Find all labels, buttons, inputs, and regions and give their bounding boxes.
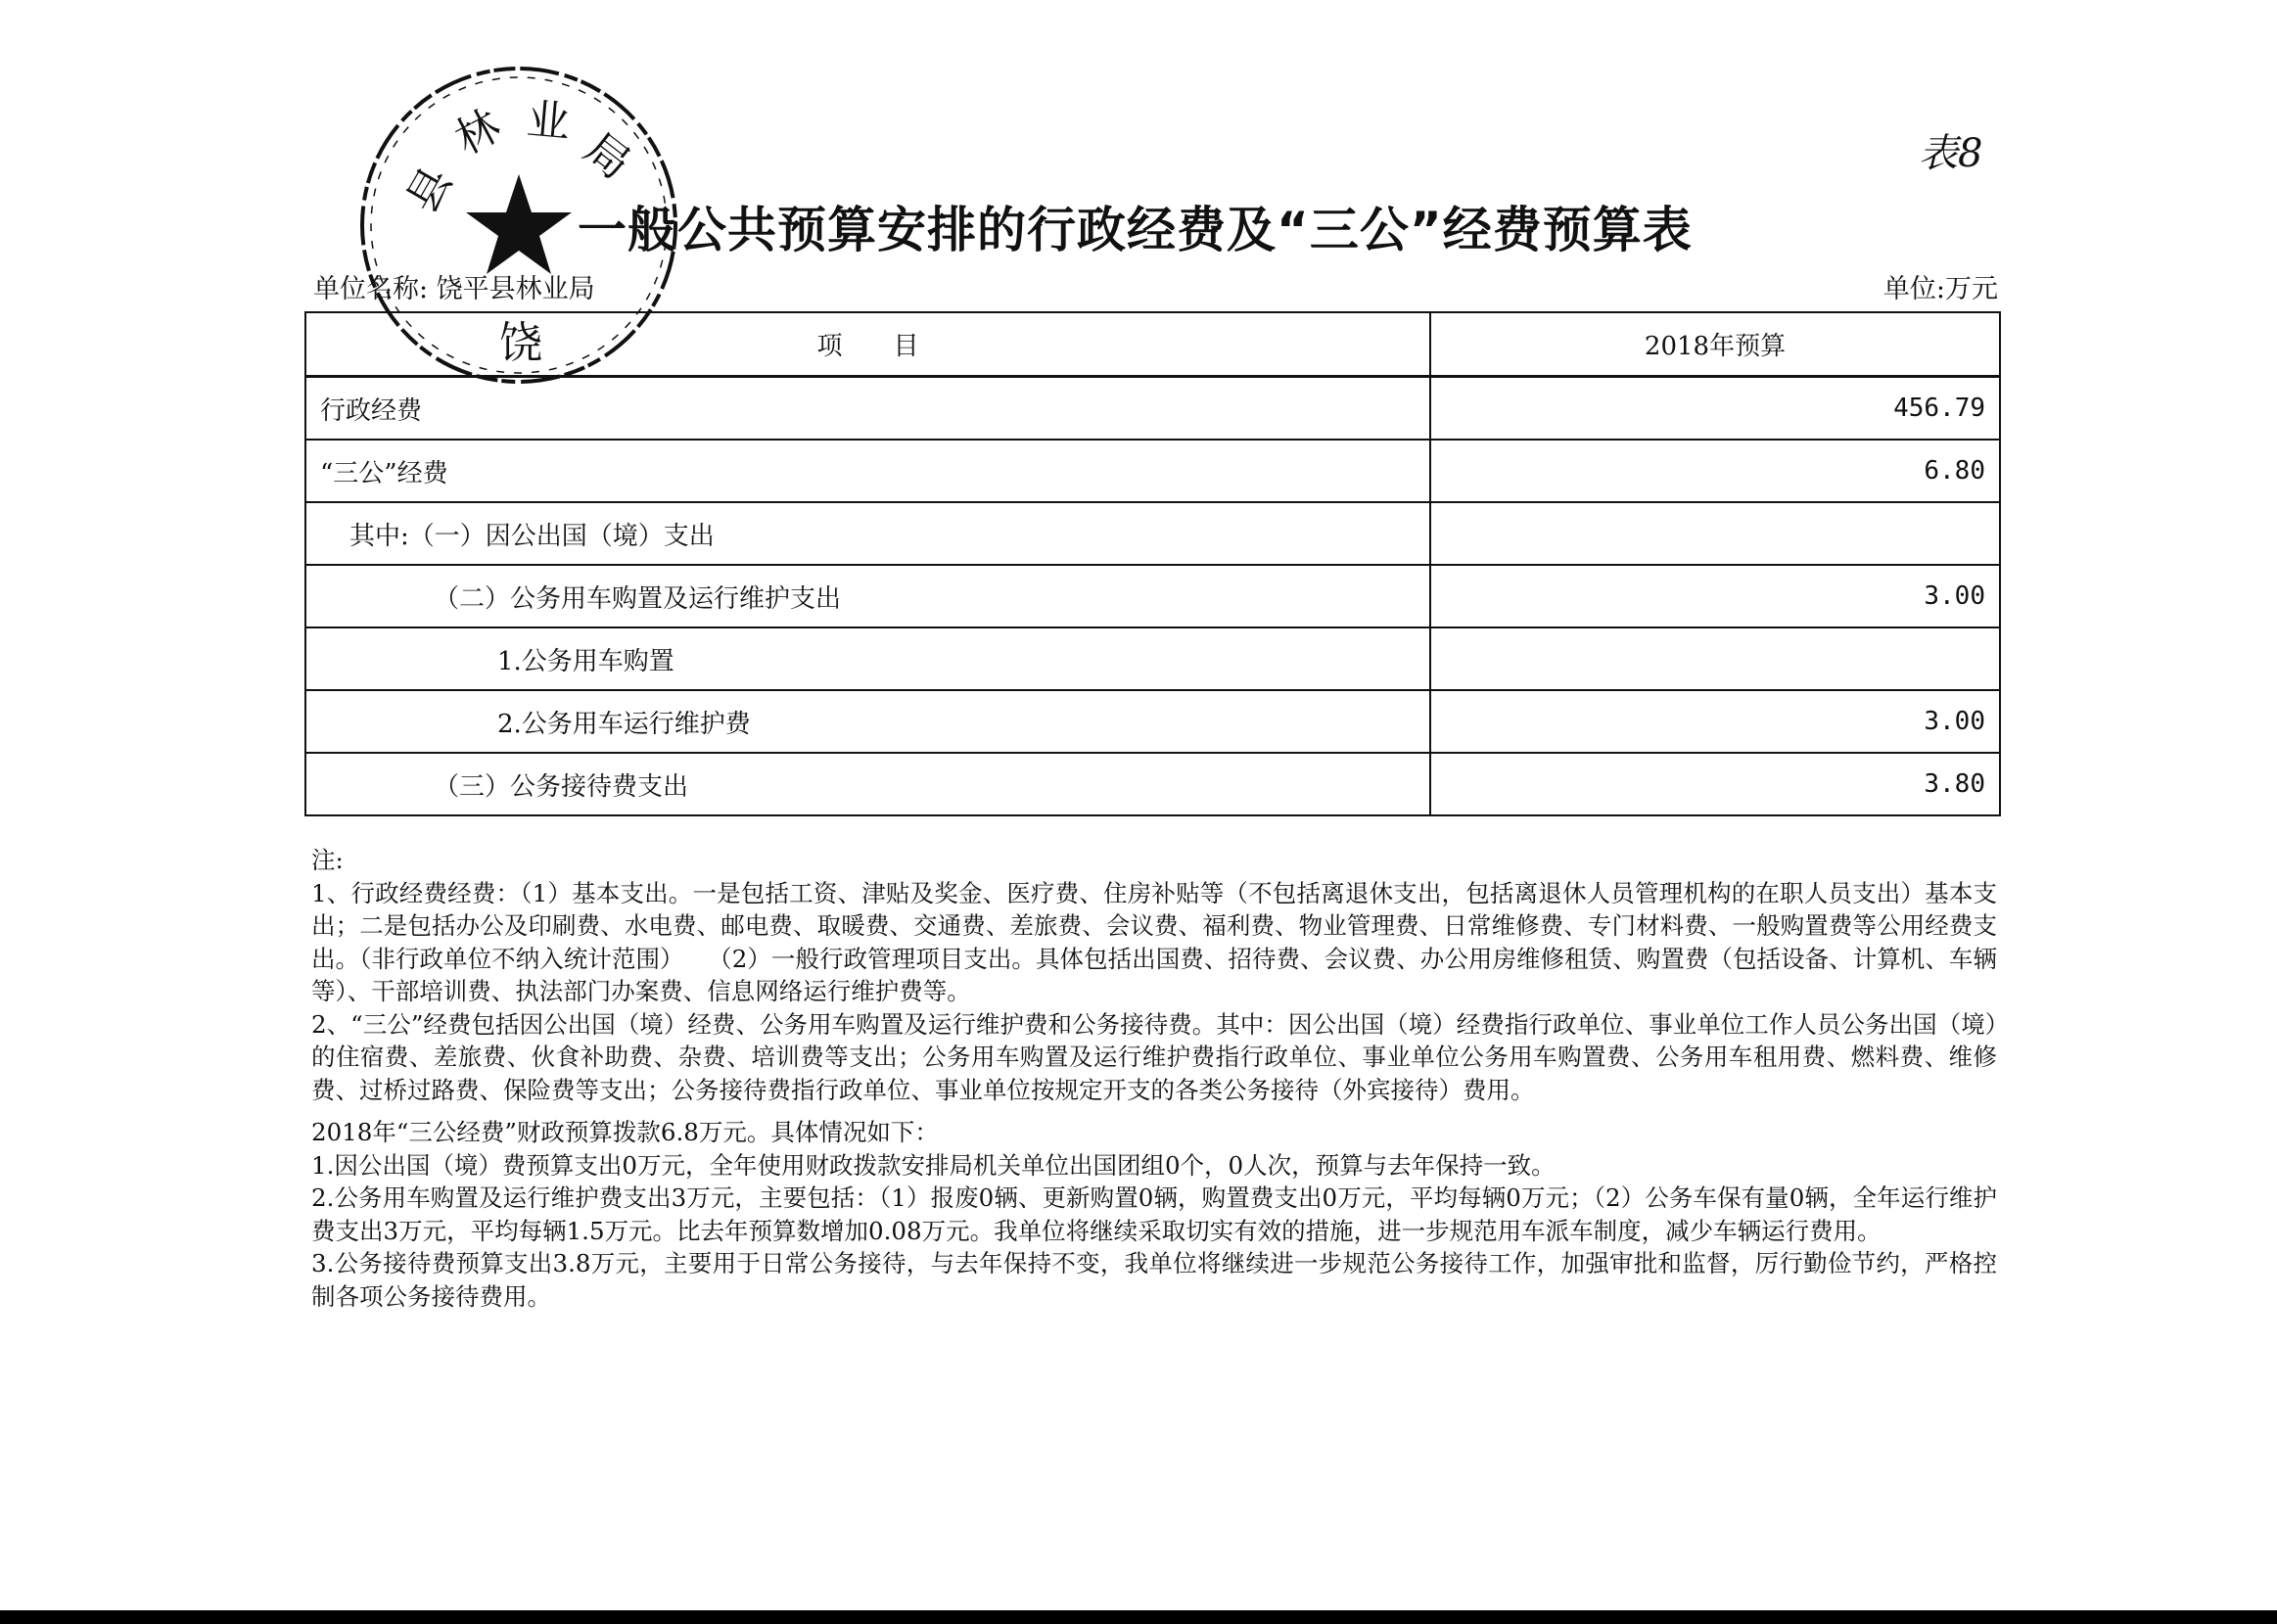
row-value: 456.79: [1430, 377, 2000, 441]
note-administrative-expenses: 1、行政经费经费：（1）基本支出。一是包括工资、津贴及奖金、医疗费、住房补贴等（不包括离退休支出，包括离退休人员管理机构的在职人员支出）基本支出；二是包括办公及印刷费、水电费、邮电费、取暖费、交通费、差旅费、会议费、福利费、物业管理费、日常维修费、专门材料费、一般购置费等公用经费支出。（非行政单位不纳入统计范围） （2）一般行政管理项目支出。具体包括出国费、招待费、会议费、办公用房维修租赁、购置费（包括设备、计算机、车辆等）、干部培训费、执法部门办案费、信息网络运行维护费等。: [311, 878, 1997, 1005]
table-row: [305, 377, 2000, 441]
notes-section: [311, 844, 1997, 1313]
row-label: （三）公务接待费支出: [305, 753, 1430, 815]
row-value: [1430, 502, 2000, 565]
row-label: 行政经费: [305, 377, 1430, 441]
budget-table: [304, 311, 2001, 816]
row-value: 3.00: [1430, 565, 2000, 627]
budget-summary: 2018年“三公经费”财政预算拨款6.8万元。具体情况如下：: [311, 1118, 939, 1146]
unit-label: 单位:万元: [1882, 274, 1998, 304]
row-value: 6.80: [1430, 440, 2000, 502]
header-budget-2018: 2018年预算: [1430, 312, 2000, 377]
notes-heading: 注:: [311, 846, 344, 874]
summary-item-vehicles: 2.公务用车购置及运行维护费支出3万元，主要包括：（1）报废0辆、更新购置0辆，购置费支出0万元，平均每辆0万元；（2）公务车保有量0辆，全年运行维护费支出3万元，平均每辆1.5万元。比去年预算数增加0.08万元。我单位将继续采取切实有效的措施，进一步规范用车派车制度，减少车辆运行费用。: [311, 1183, 1997, 1245]
table-row: [305, 627, 2000, 690]
table-row: [305, 440, 2000, 502]
svg-text:局: 局: [575, 123, 640, 190]
svg-text:饶: 饶: [499, 318, 542, 368]
svg-text:林: 林: [446, 100, 509, 165]
table-header-row: [305, 312, 2000, 377]
row-value: 3.00: [1430, 690, 2000, 753]
row-label: “三公”经费: [305, 440, 1430, 502]
table-row: [305, 502, 2000, 565]
scan-border: [0, 1610, 2277, 1624]
row-label: （二）公务用车购置及运行维护支出: [305, 565, 1430, 627]
summary-item-reception: 3.公务接待费预算支出3.8万元，主要用于日常公务接待，与去年保持不变，我单位将继续进一步规范公务接待工作，加强审批和监督，厉行勤俭节约，严格控制各项公务接待费用。: [311, 1249, 1997, 1311]
row-label: 1.公务用车购置: [305, 627, 1430, 690]
row-value: 3.80: [1430, 753, 2000, 815]
unit-name: 单位名称: 饶平县林业局: [313, 274, 595, 304]
header-item: 项 目: [305, 312, 1430, 377]
page-title: 一般公共预算安排的行政经费及“三公”经费预算表: [578, 202, 1693, 258]
svg-text:业: 业: [524, 94, 573, 149]
row-value: [1430, 627, 2000, 690]
summary-item-overseas: 1.因公出国（境）费预算支出0万元，全年使用财政拨款安排局机关单位出国团组0个，0人次，预算与去年保持一致。: [311, 1150, 1556, 1180]
svg-text:县: 县: [396, 159, 463, 221]
row-label: 其中:（一）因公出国（境）支出: [305, 502, 1430, 565]
table-row: [305, 565, 2000, 627]
table-number: 表8: [1919, 131, 1983, 176]
table-row: [305, 753, 2000, 815]
note-three-public-expenses: 2、“三公”经费包括因公出国（境）经费、公务用车购置及运行维护费和公务接待费。其中：因公出国（境）经费指行政单位、事业单位工作人员公务出国（境）的住宿费、差旅费、伙食补助费、杂费、培训费等支出；公务用车购置及运行维护费指行政单位、事业单位公务用车购置费、公务用车租用费、燃料费、维修费、过桥过路费、保险费等支出；公务接待费指行政单位、事业单位按规定开支的各类公务接待（外宾接待）费用。: [311, 1009, 1997, 1104]
row-label: 2.公务用车运行维护费: [305, 690, 1430, 753]
table-row: [305, 690, 2000, 753]
